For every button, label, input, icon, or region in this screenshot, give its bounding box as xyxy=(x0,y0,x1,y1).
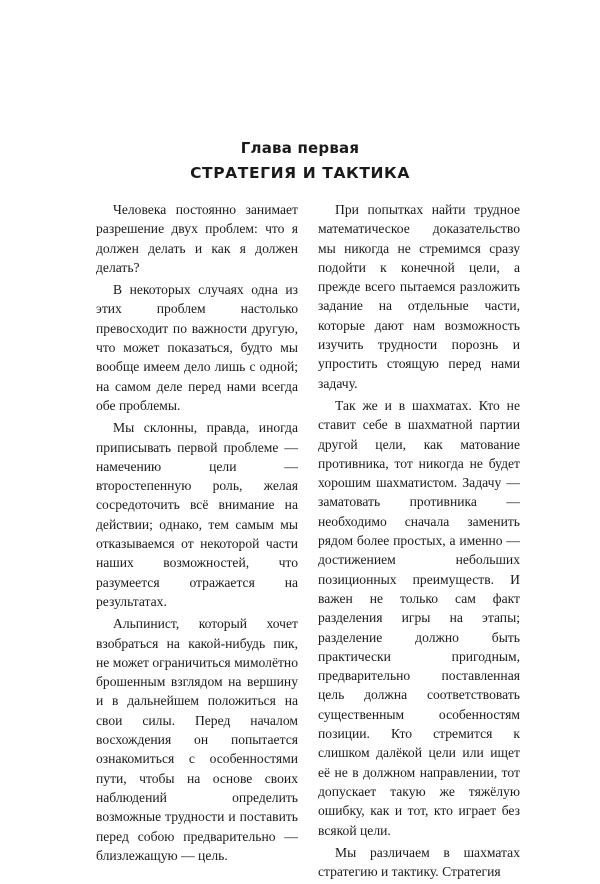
paragraph: В некоторых случаях одна из этих проблем настолько превосходит по важности другую, что может показаться, будто мы вообще имеем дело лишь с одной; на самом деле перед нами всегда обе проблемы. xyxy=(96,282,298,413)
chapter-title: СТРАТЕГИЯ И ТАКТИКА xyxy=(190,164,410,182)
paragraph: Человека постоянно занимает разрешение двух проблем: что я должен делать и как я должен делать? xyxy=(96,202,298,275)
right-text-column xyxy=(318,200,520,884)
paragraph: Альпинист, который хочет взобраться на какой-нибудь пик, не может ограничиться мимолётно брошенным взглядом на вершину и в дальнейшем положиться на свои силы. Перед началом восхождения он попытается ознакомиться с особенностями пути, чтобы на основе своих наблюдений определить возможные трудности и поставить перед собою предварительно — близлежащую — цель. xyxy=(96,616,298,863)
left-text-column xyxy=(96,200,298,868)
chapter-label: Глава первая xyxy=(240,139,360,157)
paragraph: Мы различаем в шахматах стратегию и тактику. Стратегия xyxy=(318,844,520,880)
paragraph: Так же и в шахматах. Кто не ставит себе в шахматной партии другой цели, как матование противника, тот никогда не будет хорошим шахматистом. Задачу — заматовать противника — необходимо сначала заменить рядом более простых, а именно — достижением небольших позиционных преимуществ. И важен не только сам факт разделения игры на этапы; разделение должно быть практически пригодным, предварительно поставленная цель должна соответствовать существенным особенностям позиции. Кто стремится к слишком далёкой цели или ищет её не в должном направлении, тот допускает такую же тяжёлую ошибку, как и тот, кто играет без всякой цели. xyxy=(318,397,520,838)
paragraph: Мы склонны, правда, иногда приписывать первой проблеме — намечению цели — второстепенную роль, желая сосредоточить всё внимание на действии; однако, тем самым мы отказываемся от некоторой части наших возможностей, что разумеется отражается на результатах. xyxy=(96,420,298,609)
paragraph: При попытках найти трудное математическое доказательство мы никогда не стремимся сразу подойти к конечной цели, а прежде всего пытаемся разложить задание на отдельные части, которые дают нам возможность изучить трудности порознь и упростить стоящую перед нами задачу. xyxy=(318,202,520,391)
chapter-header xyxy=(0,138,600,184)
